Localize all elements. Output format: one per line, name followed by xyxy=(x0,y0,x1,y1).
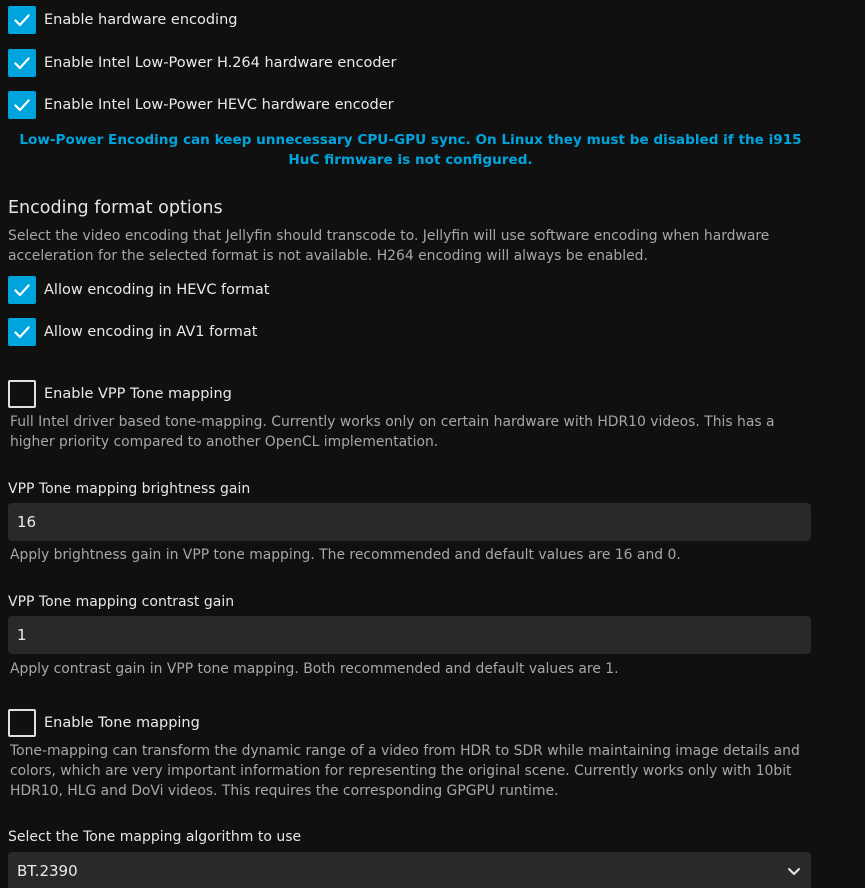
allow-hevc-label: Allow encoding in HEVC format xyxy=(44,282,270,298)
enable-hardware-encoding-checkbox[interactable] xyxy=(8,6,36,34)
checkmark-icon xyxy=(12,280,32,300)
enable-lp-hevc-checkbox[interactable] xyxy=(8,91,36,119)
enable-lp-h264-row[interactable] xyxy=(8,49,396,77)
tone-mapping-description: Tone-mapping can transform the dynamic range of a video from HDR to SDR while maintaining image details and colors, which are very important information for representing the original scene. Currently works only with 10bit HDR10, HLG and DoVi videos. This requires the corresponding GPGPU runtime. xyxy=(10,743,800,799)
checkmark-icon xyxy=(12,53,32,73)
enable-tone-mapping-row[interactable] xyxy=(8,709,200,737)
vpp-tone-mapping-description: Full Intel driver based tone-mapping. Currently works only on certain hardware with HDR10 videos. This has a higher priority compared to another OpenCL implementation. xyxy=(10,414,775,450)
allow-av1-checkbox[interactable] xyxy=(8,318,36,346)
vpp-contrast-label: VPP Tone mapping contrast gain xyxy=(8,594,235,610)
enable-lp-h264-checkbox[interactable] xyxy=(8,49,36,77)
allow-hevc-checkbox[interactable] xyxy=(8,276,36,304)
chevron-down-icon xyxy=(786,863,802,879)
enable-vpp-tone-mapping-label: Enable VPP Tone mapping xyxy=(44,386,232,402)
tone-mapping-algorithm-select[interactable] xyxy=(8,852,811,888)
allow-av1-label: Allow encoding in AV1 format xyxy=(44,324,258,340)
vpp-brightness-input[interactable] xyxy=(8,503,811,541)
enable-vpp-tone-mapping-row[interactable] xyxy=(8,380,232,408)
vpp-contrast-input[interactable] xyxy=(8,616,811,654)
vpp-contrast-help: Apply contrast gain in VPP tone mapping. Both recommended and default values are 1. xyxy=(10,661,619,677)
tone-mapping-algorithm-label: Select the Tone mapping algorithm to use xyxy=(8,829,302,845)
tone-mapping-algorithm-value: BT.2390 xyxy=(17,862,78,880)
vpp-brightness-label: VPP Tone mapping brightness gain xyxy=(8,481,251,497)
enable-tone-mapping-label: Enable Tone mapping xyxy=(44,715,200,731)
low-power-warning: Low-Power Encoding can keep unnecessary CPU-GPU sync. On Linux they must be disabled if the i915 HuC firmware is not configured. xyxy=(19,132,802,168)
allow-av1-row[interactable] xyxy=(8,318,257,346)
allow-hevc-row[interactable] xyxy=(8,276,269,304)
enable-hardware-encoding-label: Enable hardware encoding xyxy=(44,12,238,28)
enable-lp-h264-label: Enable Intel Low-Power H.264 hardware encoder xyxy=(44,55,397,71)
encoding-format-heading: Encoding format options xyxy=(8,198,223,218)
encoding-format-description: Select the video encoding that Jellyfin should transcode to. Jellyfin will use software encoding when hardware acceleration for the selected format is not available. H264 encoding will always be enabled. xyxy=(8,228,770,264)
enable-lp-hevc-label: Enable Intel Low-Power HEVC hardware encoder xyxy=(44,97,394,113)
checkmark-icon xyxy=(12,10,32,30)
enable-lp-hevc-row[interactable] xyxy=(8,91,394,119)
enable-vpp-tone-mapping-checkbox[interactable] xyxy=(8,380,36,408)
enable-tone-mapping-checkbox[interactable] xyxy=(8,709,36,737)
checkmark-icon xyxy=(12,95,32,115)
checkmark-icon xyxy=(12,322,32,342)
vpp-brightness-help: Apply brightness gain in VPP tone mapping. The recommended and default values are 16 and 0. xyxy=(10,547,681,563)
enable-hardware-encoding-row[interactable] xyxy=(8,6,237,34)
